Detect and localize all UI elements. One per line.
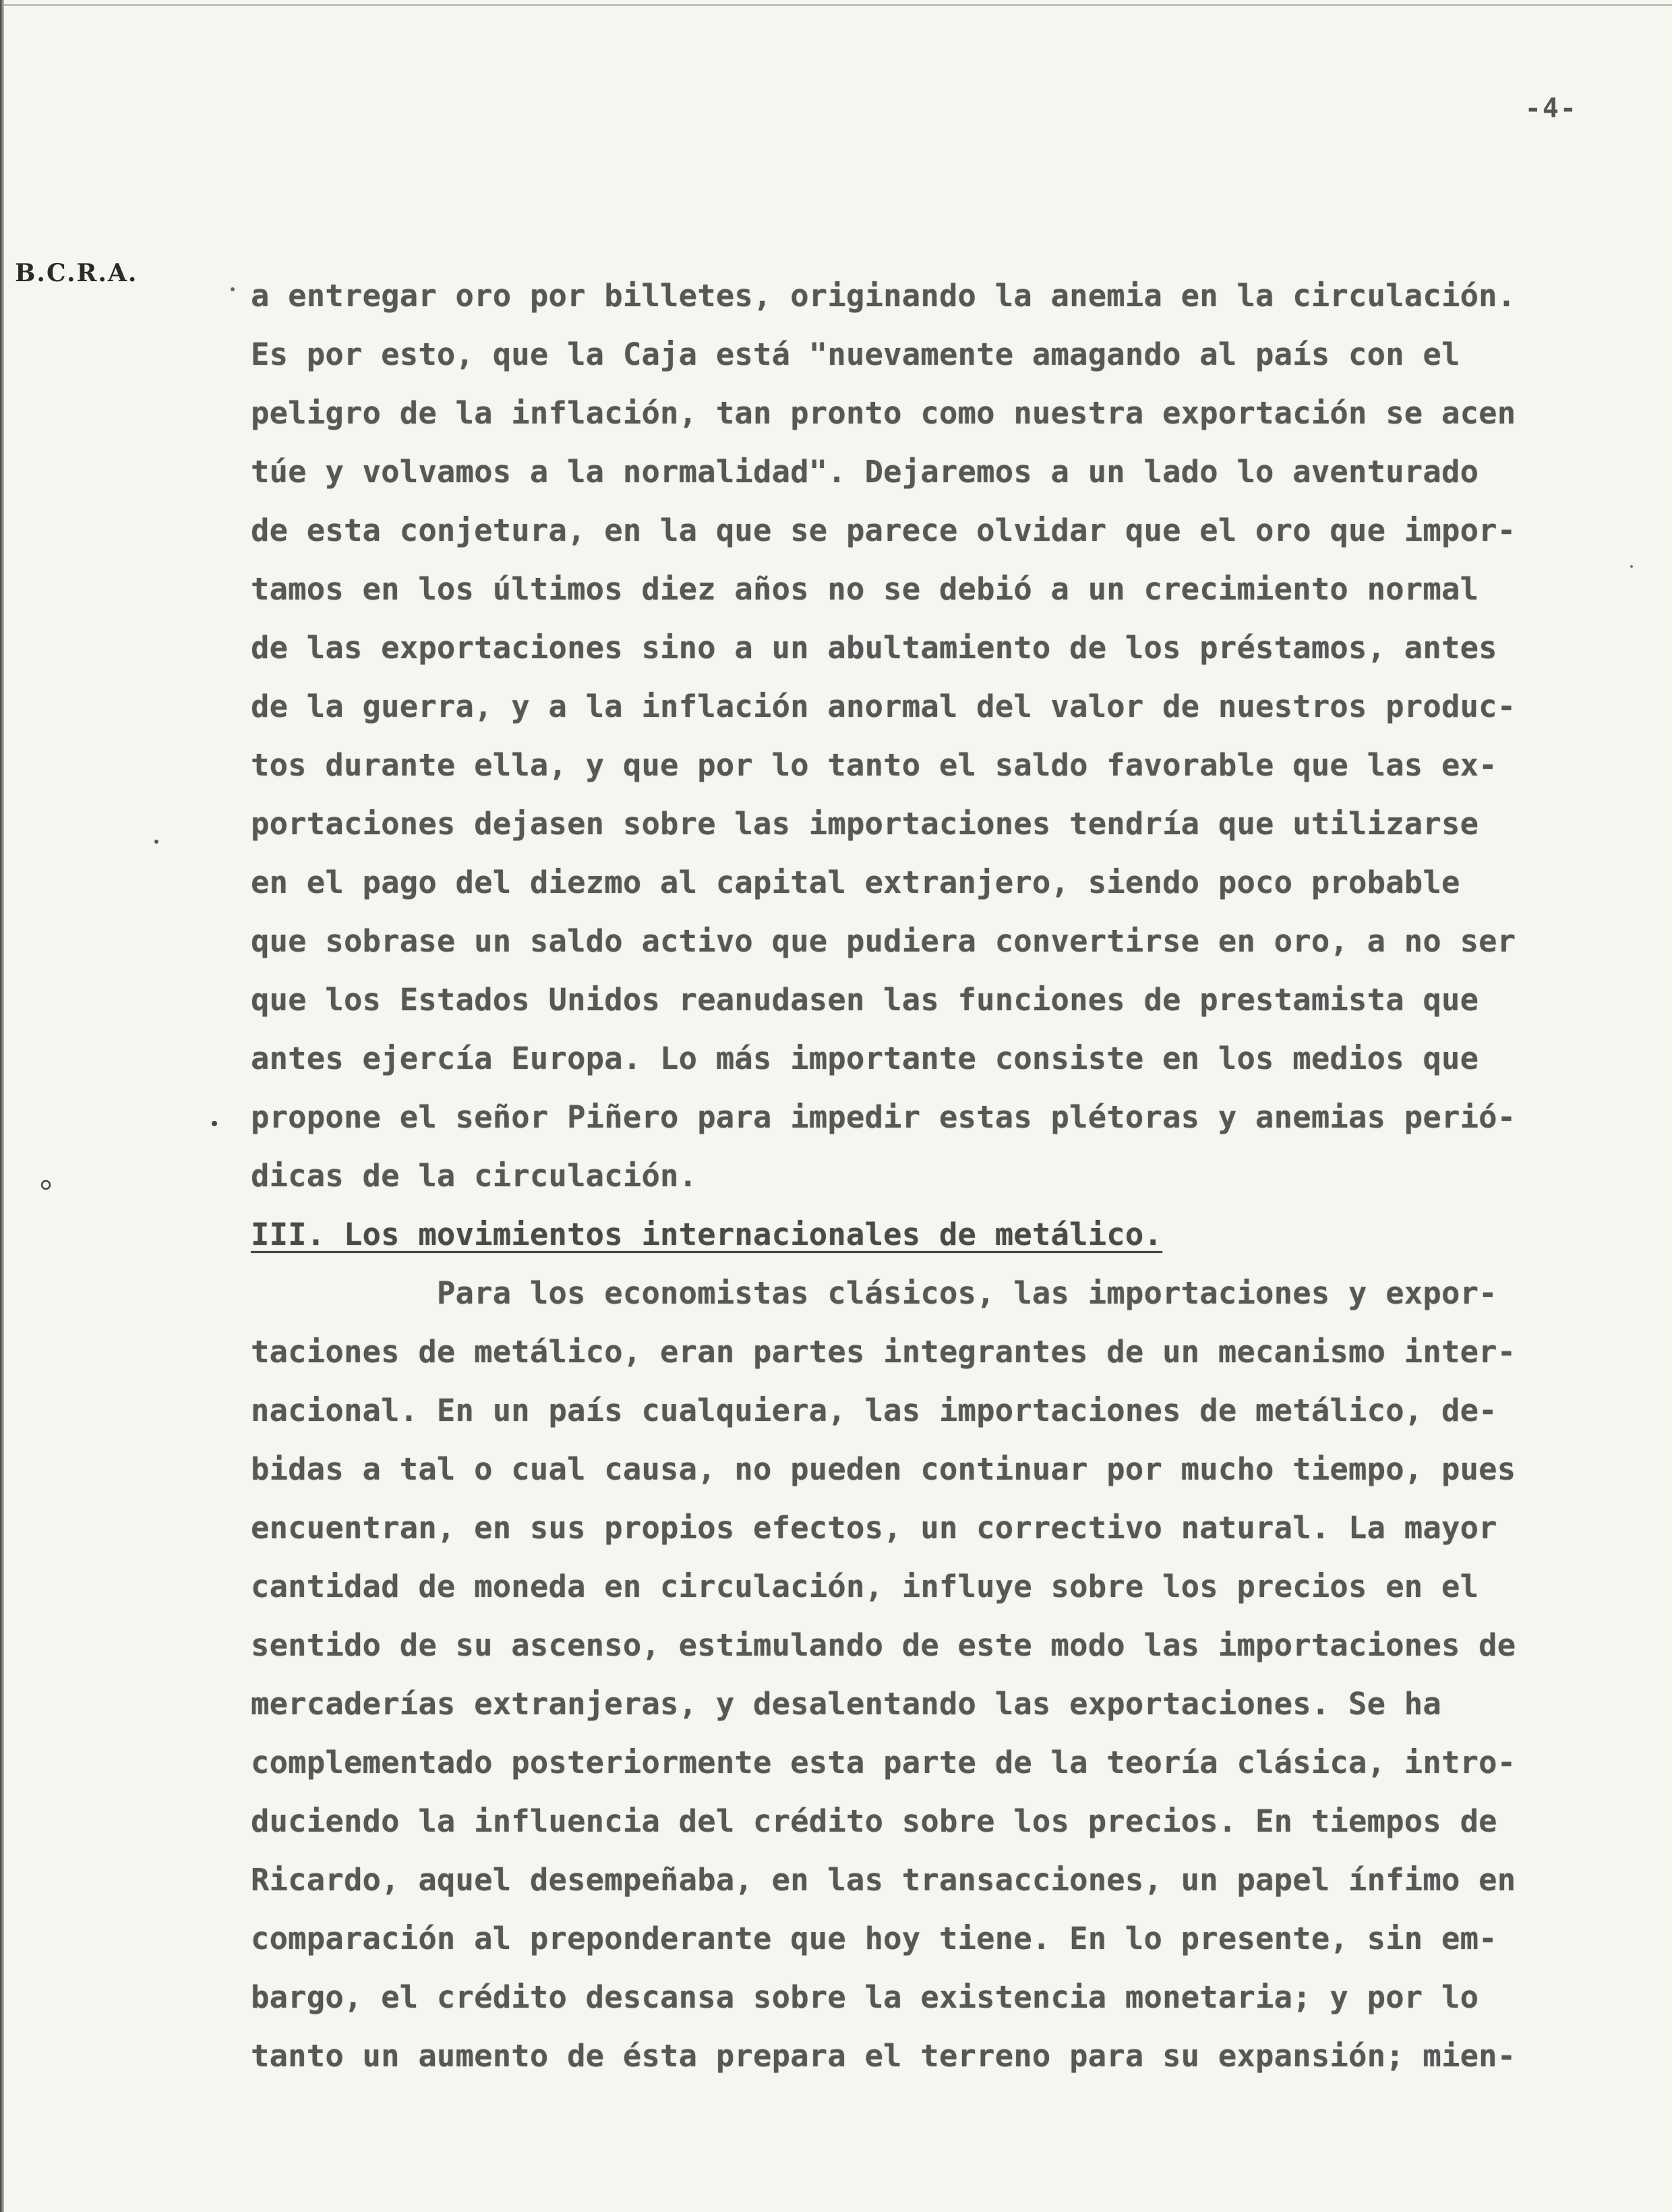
paragraph-2-line: Para los economistas clásicos, las importaciones y expor-	[251, 1275, 1497, 1311]
paragraph-1-line: peligro de la inflación, tan pronto como nuestra exportación se acen	[251, 395, 1516, 431]
paragraph-1-line: que sobrase un saldo activo que pudiera convertirse en oro, a no ser	[251, 923, 1516, 959]
paragraph-2-line: comparación al preponderante que hoy tiene. En lo presente, sin em-	[251, 1921, 1497, 1956]
paragraph-1-line: tos durante ella, y que por lo tanto el saldo favorable que las ex-	[251, 747, 1497, 783]
paragraph-2-line: encuentran, en sus propios efectos, un correctivo natural. La mayor	[251, 1510, 1497, 1546]
paragraph-1-line: antes ejercía Europa. Lo más importante consiste en los medios que	[251, 1041, 1479, 1076]
bcra-stamp: B.C.R.A.	[15, 259, 138, 287]
paragraph-2-line: tanto un aumento de ésta prepara el terreno para su expansión; mien-	[251, 2038, 1516, 2074]
paragraph-2-line: bidas a tal o cual causa, no pueden continuar por mucho tiempo, pues	[251, 1451, 1516, 1487]
paragraph-1-line: a entregar oro por billetes, originando la anemia en la circulación.	[251, 278, 1516, 314]
paragraph-2-line: cantidad de moneda en circulación, influye sobre los precios en el	[251, 1569, 1479, 1604]
paragraph-1-line: que los Estados Unidos reanudasen las funciones de prestamista que	[251, 982, 1479, 1018]
paragraph-1-line: tamos en los últimos diez años no se debió a un crecimiento normal	[251, 571, 1479, 607]
paragraph-2-line: complementado posteriormente esta parte de la teoría clásica, intro-	[251, 1745, 1516, 1780]
paragraph-1-line: propone el señor Piñero para impedir estas plétoras y anemias perió-	[251, 1099, 1516, 1135]
paragraph-2-line: Ricardo, aquel desempeñaba, en las transacciones, un papel ínfimo en	[251, 1862, 1516, 1898]
paragraph-2-line: duciendo la influencia del crédito sobre los precios. En tiempos de	[251, 1803, 1497, 1839]
body-text	[251, 266, 1652, 2085]
paragraph-1-line: dicas de la circulación.	[251, 1158, 698, 1194]
paragraph-1-line: de la guerra, y a la inflación anormal del valor de nuestros produc-	[251, 689, 1516, 724]
paragraph-2-line: taciones de metálico, eran partes integrantes de un mecanismo inter-	[251, 1334, 1516, 1370]
paragraph-1-line: de las exportaciones sino a un abultamiento de los préstamos, antes	[251, 630, 1497, 666]
paragraph-1-line: túe y volvamos a la normalidad". Dejaremos a un lado lo aventurado	[251, 454, 1479, 490]
paragraph-2-line: nacional. En un país cualquiera, las importaciones de metálico, de-	[251, 1393, 1497, 1428]
paragraph-1-line: Es por esto, que la Caja está "nuevamente amagando al país con el	[251, 337, 1460, 372]
paragraph-1-line: en el pago del diezmo al capital extranjero, siendo poco probable	[251, 865, 1460, 900]
paragraph-2-line: bargo, el crédito descansa sobre la existencia monetaria; y por lo	[251, 1979, 1479, 2015]
paragraph-1-line: portaciones dejasen sobre las importaciones tendría que utilizarse	[251, 806, 1479, 842]
paragraph-2-line: mercaderías extranjeras, y desalentando las exportaciones. Se ha	[251, 1686, 1441, 1722]
page-number: -4-	[1524, 93, 1578, 124]
paragraph-1-line: de esta conjetura, en la que se parece olvidar que el oro que impor-	[251, 513, 1516, 548]
paragraph-2-line: sentido de su ascenso, estimulando de este modo las importaciones de	[251, 1627, 1516, 1663]
section-heading: III. Los movimientos internacionales de metálico.	[251, 1217, 1163, 1252]
